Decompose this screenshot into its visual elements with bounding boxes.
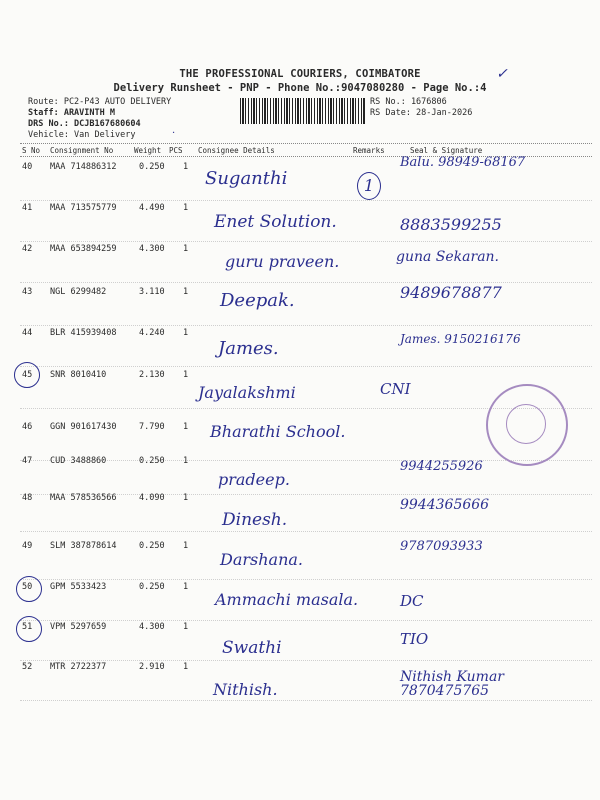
row-pcs: 1	[183, 422, 189, 432]
row-pcs: 1	[183, 662, 189, 672]
row-seal-signature: CNI	[380, 380, 411, 398]
school-seal-stamp	[486, 384, 568, 466]
row-pcs: 1	[183, 622, 189, 632]
row-separator	[20, 241, 592, 242]
row-sno: 51	[22, 622, 33, 632]
row-consignment-no: GPM 5533423	[50, 582, 107, 592]
row-sno: 44	[22, 328, 33, 338]
row-seal-signature: Balu. 98949-68167	[400, 155, 526, 170]
row-separator	[20, 200, 592, 201]
row-pcs: 1	[183, 541, 189, 551]
row-sno: 47	[22, 456, 33, 466]
row-sno: 42	[22, 244, 33, 254]
col-pcs: PCS	[169, 146, 183, 155]
col-remarks: Remarks	[353, 146, 385, 155]
row-separator	[20, 531, 592, 532]
row-pcs: 1	[183, 244, 189, 254]
row-separator	[20, 325, 592, 326]
row-pcs: 1	[183, 582, 189, 592]
row-weight: 3.110	[139, 287, 165, 297]
row-consignee-handwritten: Jayalakshmi	[198, 383, 296, 402]
runsheet-subtitle: Delivery Runsheet - PNP - Phone No.:9047080280 - Page No.:4	[113, 82, 487, 94]
row-weight: 0.250	[139, 162, 165, 172]
row-consignment-no: MTR 2722377	[50, 662, 107, 672]
row-seal-signature: guna Sekaran.	[396, 249, 500, 265]
row-consignee-handwritten: Ammachi masala.	[215, 590, 359, 609]
col-consignment: Consignment No	[50, 146, 114, 155]
col-sno: S No	[22, 146, 41, 155]
row-consignee-handwritten: Darshana.	[220, 550, 303, 569]
row-sno: 46	[22, 422, 33, 432]
col-seal: Seal & Signature	[410, 146, 483, 155]
row-consignment-no: NGL 6299482	[50, 287, 107, 297]
row-separator	[20, 579, 592, 580]
row-pcs: 1	[183, 203, 189, 213]
row-sno: 49	[22, 541, 33, 551]
row-consignment-no: MAA 653894259	[50, 244, 117, 254]
row-weight: 2.130	[139, 370, 165, 380]
row-sno: 41	[22, 203, 33, 213]
row-sno: 48	[22, 493, 33, 503]
rs-no-text: RS No.: 1676806	[370, 97, 447, 107]
row-pcs: 1	[183, 493, 189, 503]
row-weight: 0.250	[139, 456, 165, 466]
col-weight: Weight	[134, 146, 162, 155]
row-consignment-no: SLM 387878614	[50, 541, 117, 551]
row-seal-signature: 9489678877	[400, 283, 502, 302]
col-consignee: Consignee Details	[198, 146, 275, 155]
row-consignee-handwritten: Bharathi School.	[210, 422, 346, 441]
row-sno: 40	[22, 162, 33, 172]
row-consignee-handwritten: James.	[218, 338, 279, 359]
tick-mark: ✓	[496, 66, 508, 82]
row-separator	[20, 366, 592, 367]
row-weight: 4.090	[139, 493, 165, 503]
row-seal-signature: 9944255926	[400, 459, 483, 474]
row-separator	[20, 620, 592, 621]
row-consignee-handwritten: Swathi	[222, 638, 282, 658]
row-consignment-no: BLR 415939408	[50, 328, 117, 338]
row-sno: 43	[22, 287, 33, 297]
row-seal-signature: TIO	[400, 630, 429, 648]
row-weight: 4.300	[139, 622, 165, 632]
row-pcs: 1	[183, 456, 189, 466]
remark-mark-40: 1	[363, 176, 375, 195]
meta-left	[28, 97, 171, 141]
barcode	[240, 98, 366, 124]
header-divider	[20, 143, 592, 144]
row-consignment-no: CUD 3488860	[50, 456, 107, 466]
row-weight: 4.240	[139, 328, 165, 338]
row-seal-signature: James. 9150216176	[400, 332, 521, 346]
row-consignment-no: GGN 901617430	[50, 422, 117, 432]
row-separator	[20, 700, 592, 701]
row-weight: 0.250	[139, 541, 165, 551]
row-consignee-handwritten: Enet Solution.	[214, 212, 337, 232]
row-sno: 50	[22, 582, 33, 592]
row-consignee-handwritten: Nithish.	[213, 680, 278, 699]
row-seal-signature: 9944365666	[400, 497, 490, 513]
staff-text: Staff: ARAVINTH M	[28, 108, 115, 118]
row-seal-signature: 8883599255	[400, 215, 502, 234]
row-pcs: 1	[183, 370, 189, 380]
row-pcs: 1	[183, 328, 189, 338]
row-sno: 45	[22, 370, 33, 380]
rs-date-text: RS Date: 28-Jan-2026	[370, 108, 473, 118]
row-consignment-no: MAA 713575779	[50, 203, 117, 213]
row-weight: 7.790	[139, 422, 165, 432]
row-separator	[20, 660, 592, 661]
row-weight: 4.490	[139, 203, 165, 213]
circle-mark-51	[16, 616, 42, 642]
row-weight: 4.300	[139, 244, 165, 254]
row-weight: 0.250	[139, 582, 165, 592]
row-pcs: 1	[183, 162, 189, 172]
row-consignee-handwritten: Deepak.	[220, 290, 295, 311]
row-separator	[20, 282, 592, 283]
row-weight: 2.910	[139, 662, 165, 672]
row-consignment-no: MAA 714886312	[50, 162, 117, 172]
circle-mark-45	[14, 362, 40, 388]
row-pcs: 1	[183, 287, 189, 297]
remark-circle-40	[357, 172, 381, 200]
row-consignee-handwritten: pradeep.	[218, 470, 290, 489]
row-seal-signature: Nithish Kumar 7870475765	[400, 669, 504, 699]
circle-mark-50	[16, 576, 42, 602]
row-consignee-handwritten: Suganthi	[205, 168, 288, 189]
company-title: THE PROFESSIONAL COURIERS, COIMBATORE	[179, 68, 421, 80]
row-consignment-no: SNR 8010410	[50, 370, 107, 380]
row-sno: 52	[22, 662, 33, 672]
row-seal-signature: 9787093933	[400, 539, 483, 554]
row-consignee-handwritten: guru praveen.	[225, 252, 340, 271]
row-seal-signature: DC	[400, 592, 424, 610]
row-consignee-handwritten: Dinesh.	[222, 510, 288, 530]
row-consignment-no: VPM 5297659	[50, 622, 107, 632]
vehicle-text: Vehicle: Van Delivery	[28, 130, 136, 140]
drs-text: DRS No.: DCJB167680604	[28, 119, 141, 129]
route-text: Route: PC2-P43 AUTO DELIVERY	[28, 97, 172, 107]
dot-mark: ·	[172, 128, 176, 139]
meta-right	[370, 97, 472, 119]
row-consignment-no: MAA 578536566	[50, 493, 117, 503]
